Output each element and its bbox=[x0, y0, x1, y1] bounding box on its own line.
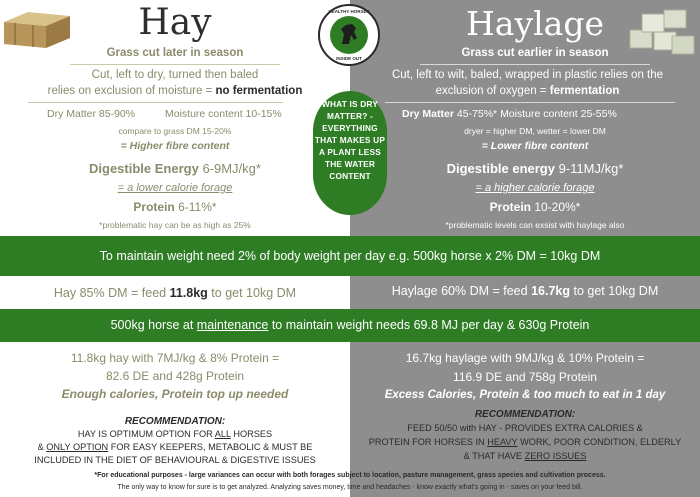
band2-maintenance: maintenance bbox=[196, 318, 269, 332]
hay-compare: compare to grass DM 15-20% bbox=[118, 126, 232, 136]
logo-bottom-text: INSIDE OUT bbox=[336, 56, 362, 61]
hay-protein-value: 6-11%* bbox=[174, 200, 217, 214]
haylage-dm-value: 45-75%* bbox=[453, 108, 498, 120]
haylage-process: Cut, left to wilt, baled, wrapped in plastic relies on the bbox=[391, 69, 664, 81]
haylage-fibre: = Lower fibre content bbox=[481, 140, 589, 152]
hay-footnote: *problematic hay can be as high as 25% bbox=[99, 220, 251, 230]
haylage-feed-kg: 16.7kg bbox=[531, 284, 570, 298]
haylage-de-label: Digestible energy bbox=[446, 161, 555, 176]
haylage-verdict: Excess Calories, Protein & too much to eat in 1 day bbox=[384, 389, 666, 401]
hay-fibre: = Higher fibre content bbox=[120, 140, 230, 152]
haylage-rec-title: RECOMMENDATION: bbox=[474, 409, 576, 420]
maintenance-energy-band bbox=[0, 309, 700, 342]
hay-rec1-all: ALL bbox=[214, 429, 231, 439]
haylage-process2: exclusion of oxygen = bbox=[435, 85, 550, 97]
hay-protein bbox=[70, 200, 280, 214]
haylage-title: Haylage bbox=[466, 4, 604, 43]
hay-rec1-post: HORSES bbox=[230, 429, 273, 439]
haylage-rec-line1: FEED 50/50 with HAY - PROVIDES EXTRA CALORIES & bbox=[407, 423, 643, 433]
dry-matter-definition: WHAT IS DRY MATTER? - EVERYTHING THAT MAKES UP A PLANT LESS THE WATER CONTENT bbox=[313, 91, 387, 215]
haylage-feed-post: to get 10kg DM bbox=[570, 284, 659, 298]
haylage-moisture: Moisture content 25-55% bbox=[500, 108, 617, 120]
haylage-rec-line2 bbox=[352, 437, 698, 447]
hay-rec2-pre: & bbox=[37, 442, 47, 452]
haylage-compare: dryer = higher DM, wetter = lower DM bbox=[464, 126, 606, 136]
haylage-de-value: 9-11MJ/kg* bbox=[554, 161, 624, 176]
horse-icon bbox=[330, 16, 368, 54]
hay-process: Cut, left to dry, turned then baled bbox=[91, 69, 259, 81]
hay-calc-line2: 82.6 DE and 428g Protein bbox=[105, 369, 245, 383]
weight-maintenance-band: To maintain weight need 2% of body weight per day e.g. 500kg horse x 2% DM = 10kg DM bbox=[0, 236, 700, 276]
haylage-feed-amount bbox=[350, 284, 700, 298]
band2-pre: 500kg horse at bbox=[110, 318, 197, 332]
hay-calc-line1: 11.8kg hay with 7MJ/kg & 8% Protein = bbox=[70, 351, 280, 365]
hay-subtitle-rule bbox=[70, 64, 280, 65]
band2-post: to maintain weight needs 69.8 MJ per day & 630g Protein bbox=[268, 318, 590, 332]
haylage-calc-line2: 116.9 DE and 758g Protein bbox=[453, 370, 597, 384]
haylage-rec2-post: WORK, POOR CONDITION, ELDERLY bbox=[517, 437, 682, 447]
hay-feed-pre: Hay 85% DM = feed bbox=[53, 286, 170, 300]
hay-title: Hay bbox=[138, 2, 212, 43]
hay-feed-post: to get 10kg DM bbox=[207, 286, 297, 300]
hay-moisture: Moisture content 10-15% bbox=[165, 108, 282, 120]
hay-verdict: Enough calories, Protein top up needed bbox=[61, 387, 289, 401]
hay-feed-kg: 11.8kg bbox=[169, 286, 208, 300]
hay-protein-label: Protein bbox=[133, 200, 175, 214]
haylage-protein bbox=[420, 200, 650, 214]
haylage-footnote: *problematic levels can exsist with haylage also bbox=[445, 220, 625, 230]
haylage-subtitle-rule bbox=[420, 64, 650, 65]
hay-rec2-post: FOR EASY KEEPERS, METABOLIC & MUST BE bbox=[108, 442, 313, 452]
hay-rec-line2 bbox=[5, 442, 345, 452]
hay-de-label: Digestible Energy bbox=[89, 161, 199, 176]
disclaimer-line2: The only way to know for sure is to get analyzed. Analyzing saves money, time and headaches - know exactly what's going in - saves on your feed bill. bbox=[117, 484, 583, 491]
hay-rec-title: RECOMMENDATION: bbox=[124, 416, 226, 427]
haylage-process-rule bbox=[385, 102, 675, 103]
haylage-rec3-zero: ZERO ISSUES bbox=[524, 451, 587, 461]
haylage-rec-line3 bbox=[352, 451, 698, 461]
hay-subtitle: Grass cut later in season bbox=[106, 47, 244, 59]
haylage-feed-pre: Haylage 60% DM = feed bbox=[391, 284, 532, 298]
hay-process-rule bbox=[28, 102, 283, 103]
hay-bale-image bbox=[0, 8, 72, 50]
hay-de-value: 6-9MJ/kg* bbox=[198, 161, 261, 176]
haylage-rec2-heavy: HEAVY bbox=[487, 437, 518, 447]
disclaimer-line1: *For educational purposes - large variances can occur with both forages subject to location, pasture management, grass species and cultivation process. bbox=[94, 472, 606, 479]
hay-feed-amount bbox=[0, 286, 350, 300]
haylage-fermentation: fermentation bbox=[549, 85, 620, 97]
hay-rec1-pre: HAY IS OPTIMUM OPTION FOR bbox=[77, 429, 215, 439]
hay-rec-line3: INCLUDED IN THE DIET OF BEHAVIOURAL & DIGESTIVE ISSUES bbox=[34, 455, 316, 465]
haylage-process-line2 bbox=[360, 85, 695, 97]
hay-no-fermentation: no fermentation bbox=[215, 85, 303, 97]
hay-dry-matter: Dry Matter 85-90% bbox=[47, 108, 136, 120]
logo-top-text: HEALTHY HORSES bbox=[328, 9, 370, 14]
haylage-rec2-pre: PROTEIN FOR HORSES IN bbox=[368, 437, 488, 447]
haylage-dm-line bbox=[402, 108, 682, 120]
haylage-protein-value: 10-20%* bbox=[530, 200, 581, 214]
haylage-protein-label: Protein bbox=[489, 200, 531, 214]
haylage-calorie: = a higher calorie forage bbox=[475, 182, 595, 194]
haylage-dm-label: Dry Matter bbox=[402, 108, 454, 120]
healthy-horses-logo bbox=[318, 4, 380, 66]
hay-process-line2 bbox=[20, 85, 330, 97]
hay-rec2-only: ONLY OPTION bbox=[46, 442, 109, 452]
haylage-digestible-energy bbox=[400, 161, 670, 176]
haylage-subtitle: Grass cut earlier in season bbox=[461, 47, 609, 59]
hay-digestible-energy bbox=[40, 161, 310, 176]
haylage-calc-line1: 16.7kg haylage with 9MJ/kg & 10% Protein = bbox=[405, 351, 645, 365]
hay-calorie: = a lower calorie forage bbox=[117, 182, 233, 194]
haylage-rec3-pre: & THAT HAVE bbox=[463, 451, 525, 461]
hay-process2: relies on exclusion of moisture = bbox=[47, 85, 216, 97]
hay-rec-line1 bbox=[5, 429, 345, 439]
